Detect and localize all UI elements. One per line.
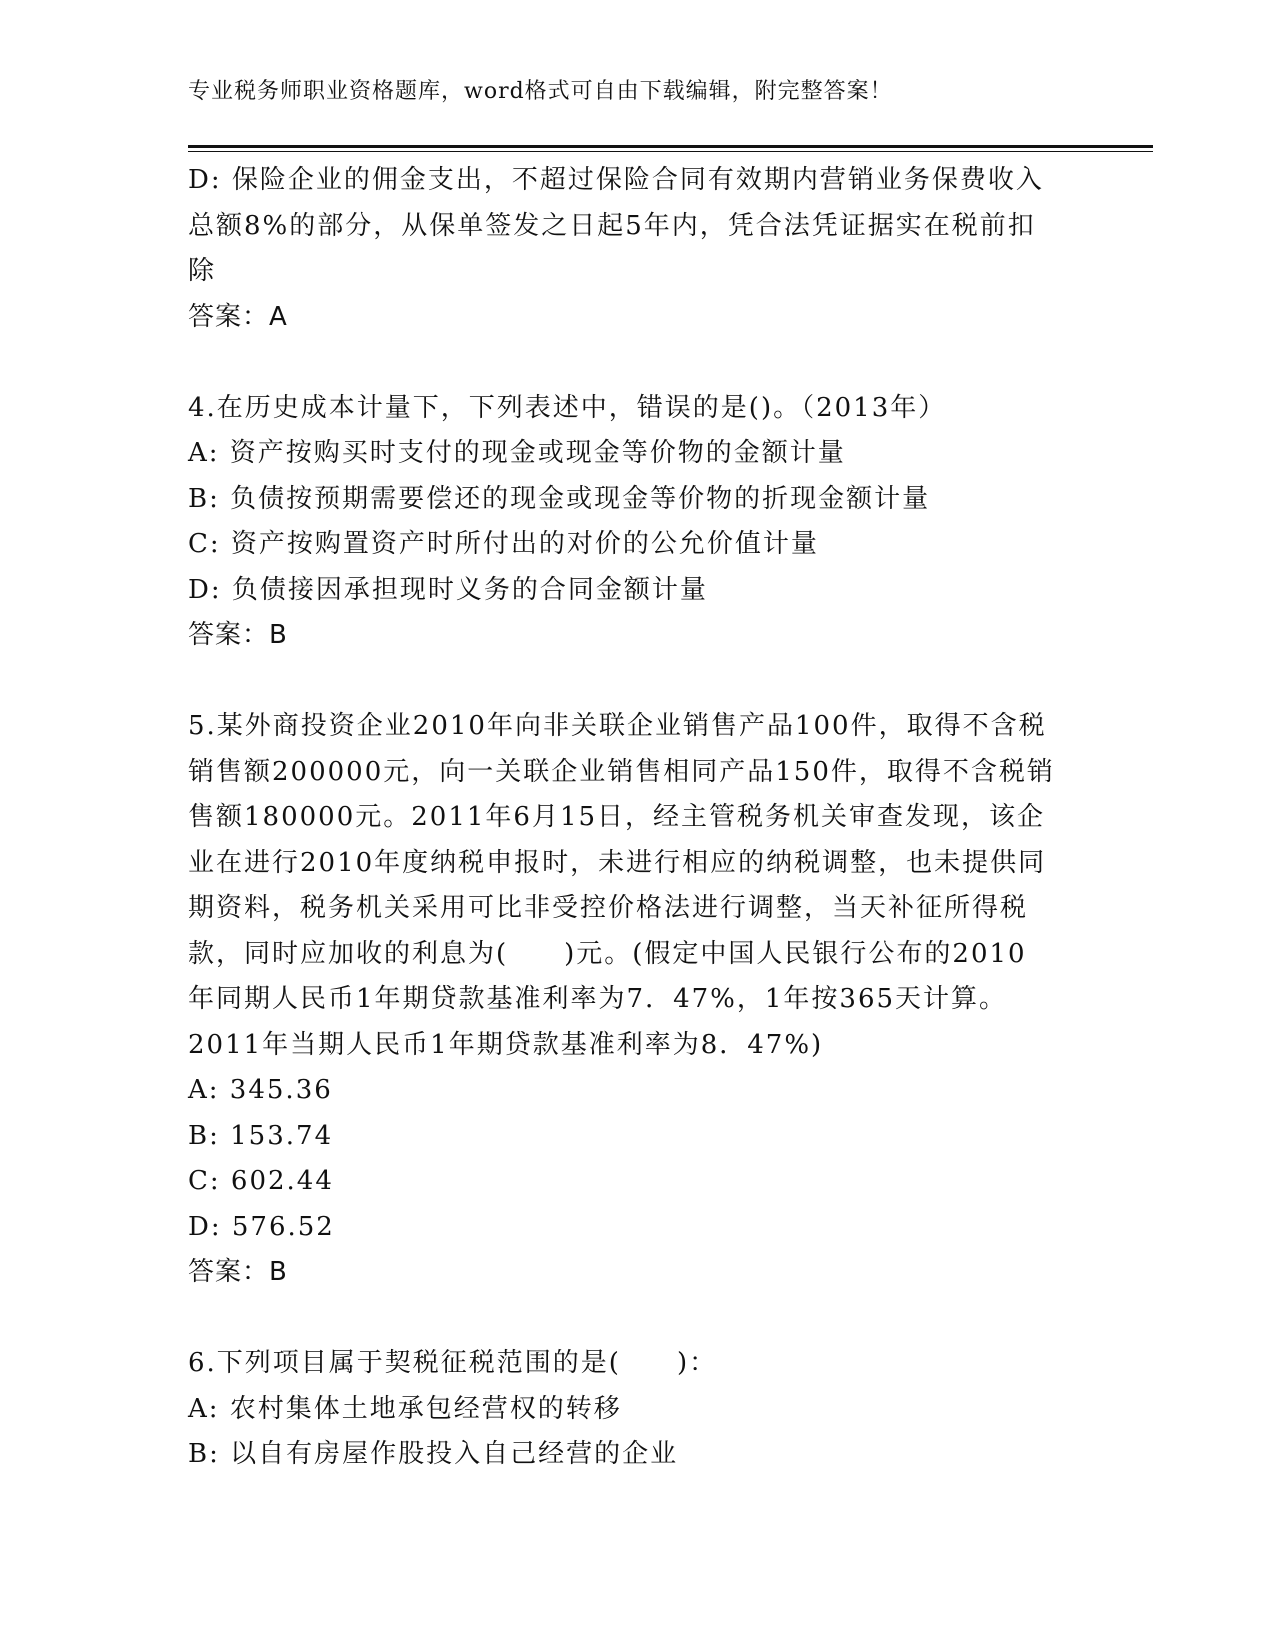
q3-answer: 答案：A [188,301,288,332]
spacer [188,659,1088,705]
page-header: 专业税务师职业资格题库，word格式可自由下载编辑，附完整答案！ [188,79,893,104]
document-content [188,158,1088,1478]
q5-stem-line-7: 年同期人民币1年期贷款基准利率为7．47%，1年按365天计算。 [188,984,1008,1014]
q5-stem-line-8: 2011年当期人民币1年期贷款基准利率为8．47%) [188,1029,824,1060]
q4-option-a: A: 资产按购买时支付的现金或现金等价物的金额计量 [188,438,846,468]
q5-stem-line-4: 业在进行2010年度纳税申报时，未进行相应的纳税调整，也未提供同 [188,847,1047,878]
q3-option-d-line-1: D: 保险企业的佣金支出，不超过保险合同有效期内营销业务保费收入 [188,165,1044,195]
question-5 [188,704,1088,1296]
q4-stem: 4.在历史成本计量下，下列表述中，错误的是()。（2013年） [188,392,947,423]
question-6 [188,1341,1088,1478]
q4-answer: 答案：B [188,620,288,650]
q5-option-b: B: 153.74 [188,1120,334,1151]
question-4 [188,386,1088,659]
header-rule-thin [188,151,1153,152]
q6-option-a: A: 农村集体土地承包经营权的转移 [188,1393,622,1424]
q3-option-d-line-3: 除 [188,256,217,286]
q4-option-b: B: 负债按预期需要偿还的现金或现金等价物的折现金额计量 [188,483,931,514]
q4-option-d: D: 负债接因承担现时义务的合同金额计量 [188,574,708,605]
q5-option-d: D: 576.52 [188,1211,335,1242]
q5-option-c: C: 602.44 [188,1166,334,1196]
spacer [188,340,1088,386]
spacer [188,1296,1088,1342]
q6-option-b: B: 以自有房屋作股投入自己经营的企业 [188,1439,679,1469]
q5-answer: 答案：B [188,1257,288,1287]
header-rule-thick [188,145,1153,148]
question-3 [188,158,1088,340]
q6-stem: 6.下列项目属于契税征税范围的是( )： [188,1348,718,1378]
q5-stem-line-5: 期资料，税务机关采用可比非受控价格法进行调整，当天补征所得税 [188,893,1029,923]
q5-stem-line-3: 售额180000元。2011年6月15日，经主管税务机关审查发现，该企 [188,802,1046,832]
q3-option-d-line-2: 总额8%的部分，从保单签发之日起5年内，凭合法凭证据实在税前扣 [188,210,1036,241]
q5-stem-line-6: 款，同时应加收的利息为( )元。(假定中国人民银行公布的2010 [188,938,1027,969]
q5-option-a: A: 345.36 [188,1075,333,1105]
q5-stem-line-1: 5.某外商投资企业2010年向非关联企业销售产品100件，取得不含税 [188,711,1047,741]
q4-option-c: C: 资产按购置资产时所付出的对价的公允价值计量 [188,529,819,559]
q5-stem-line-2: 销售额200000元，向一关联企业销售相同产品150件，取得不含税销 [188,756,1055,787]
